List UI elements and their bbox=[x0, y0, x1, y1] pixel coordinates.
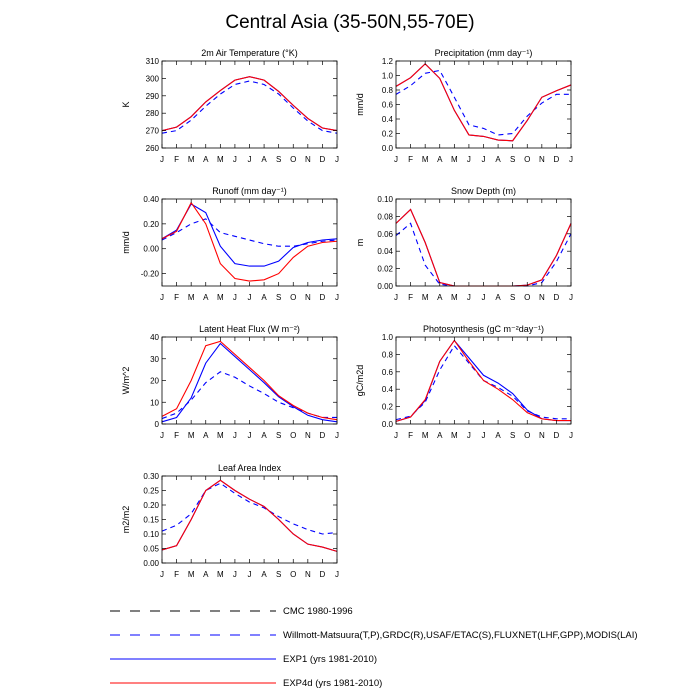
y-tick-label: 0 bbox=[154, 420, 159, 429]
chart-legend bbox=[110, 606, 638, 689]
x-tick-label: A bbox=[495, 431, 501, 440]
y-tick-label: 0.20 bbox=[143, 501, 159, 510]
y-axis-label: K bbox=[121, 101, 131, 108]
x-tick-label: M bbox=[187, 293, 195, 302]
x-tick-label: F bbox=[174, 431, 180, 440]
legend-entry-4 bbox=[110, 678, 382, 689]
y-tick-label: 0.0 bbox=[381, 144, 393, 153]
x-tick-label: S bbox=[275, 293, 282, 302]
x-tick-label: O bbox=[290, 431, 297, 440]
x-tick-label: J bbox=[247, 431, 252, 440]
x-tick-label: F bbox=[408, 431, 414, 440]
x-tick-label: J bbox=[232, 293, 237, 302]
chart-panel-1 bbox=[121, 48, 339, 164]
series-line-2 bbox=[162, 204, 337, 266]
y-tick-label: 20 bbox=[150, 376, 159, 386]
panel-title: Latent Heat Flux (W m⁻²) bbox=[199, 324, 300, 334]
x-tick-label: A bbox=[261, 155, 267, 164]
y-tick-label: 0.25 bbox=[143, 486, 159, 496]
y-tick-label: 0.00 bbox=[143, 244, 159, 254]
x-tick-label: N bbox=[304, 431, 311, 440]
x-tick-label: J bbox=[481, 431, 486, 440]
x-tick-label: J bbox=[335, 293, 339, 302]
x-tick-label: F bbox=[408, 155, 414, 164]
x-tick-label: M bbox=[421, 155, 429, 164]
x-tick-label: M bbox=[216, 155, 224, 164]
plot-frame bbox=[396, 61, 571, 148]
y-tick-label: 1.0 bbox=[381, 333, 393, 342]
x-tick-label: F bbox=[174, 293, 180, 302]
y-tick-label: 0.04 bbox=[377, 247, 393, 257]
x-tick-label: O bbox=[524, 431, 531, 440]
x-tick-label: N bbox=[304, 155, 311, 164]
y-tick-label: 0.4 bbox=[381, 385, 393, 395]
x-tick-label: D bbox=[553, 431, 560, 440]
y-tick-label: 280 bbox=[145, 109, 159, 119]
x-tick-label: J bbox=[335, 431, 339, 440]
y-tick-label: 0.2 bbox=[381, 129, 393, 139]
x-tick-label: J bbox=[335, 155, 339, 164]
x-tick-label: J bbox=[394, 431, 398, 440]
x-tick-label: A bbox=[203, 155, 209, 164]
y-tick-label: 0.02 bbox=[377, 264, 393, 274]
y-tick-label: 300 bbox=[145, 74, 159, 84]
x-tick-label: D bbox=[319, 293, 326, 302]
x-tick-label: J bbox=[394, 293, 398, 302]
x-tick-label: J bbox=[569, 431, 573, 440]
y-tick-label: 0.4 bbox=[381, 115, 393, 124]
y-tick-label: 290 bbox=[145, 91, 159, 101]
panel-title: Snow Depth (m) bbox=[450, 186, 517, 196]
x-tick-label: A bbox=[261, 431, 267, 440]
y-axis-label: gC/m2d bbox=[355, 364, 365, 397]
legend-entry-3 bbox=[110, 654, 377, 665]
series-line-3 bbox=[396, 64, 571, 141]
x-tick-label: F bbox=[174, 155, 180, 164]
y-tick-label: 0.6 bbox=[381, 367, 393, 377]
x-tick-label: M bbox=[450, 155, 458, 164]
x-tick-label: A bbox=[437, 293, 443, 302]
x-tick-label: A bbox=[437, 431, 443, 440]
x-tick-label: S bbox=[275, 155, 282, 164]
legend-label: Willmott-Matsuura(T,P),GRDC(R),USAF/ETAC(S),FLUXNET(LHF,GPP),MODIS(LAI) bbox=[283, 630, 638, 641]
series-line-3 bbox=[396, 340, 571, 421]
x-tick-label: M bbox=[216, 570, 224, 579]
x-tick-label: N bbox=[304, 293, 311, 302]
y-axis-label: mm/d bbox=[355, 93, 365, 116]
x-tick-label: J bbox=[160, 570, 164, 579]
y-tick-label: 0.15 bbox=[143, 515, 159, 525]
y-tick-label: 10 bbox=[150, 398, 159, 408]
y-tick-label: 0.40 bbox=[143, 195, 159, 204]
panel-title: Runoff (mm day⁻¹) bbox=[212, 186, 287, 196]
x-tick-label: M bbox=[450, 431, 458, 440]
y-tick-label: 0.0 bbox=[381, 420, 393, 429]
series-line-1 bbox=[162, 483, 337, 534]
y-tick-label: 0.20 bbox=[143, 219, 159, 229]
x-tick-label: A bbox=[495, 293, 501, 302]
y-tick-label: 260 bbox=[145, 144, 159, 153]
x-tick-label: M bbox=[187, 155, 195, 164]
chart-panel-7 bbox=[121, 463, 339, 579]
x-tick-label: M bbox=[421, 293, 429, 302]
x-tick-label: O bbox=[524, 293, 531, 302]
legend-entry-1 bbox=[110, 606, 353, 617]
y-tick-label: 0.30 bbox=[143, 472, 159, 481]
x-tick-label: N bbox=[538, 293, 545, 302]
x-tick-label: N bbox=[538, 155, 545, 164]
x-tick-label: N bbox=[304, 570, 311, 579]
y-axis-label: m bbox=[355, 238, 365, 247]
y-tick-label: 310 bbox=[145, 57, 159, 66]
legend-label: EXP4d (yrs 1981-2010) bbox=[283, 678, 383, 689]
x-tick-label: J bbox=[160, 293, 164, 302]
x-tick-label: A bbox=[437, 155, 443, 164]
plot-frame bbox=[396, 199, 571, 286]
series-line-1 bbox=[396, 346, 571, 420]
x-tick-label: M bbox=[216, 431, 224, 440]
panel-title: Precipitation (mm day⁻¹) bbox=[434, 48, 533, 58]
x-tick-label: J bbox=[569, 155, 573, 164]
chart-panel-5 bbox=[121, 324, 339, 440]
y-tick-label: 30 bbox=[150, 354, 159, 364]
series-line-3 bbox=[396, 209, 571, 286]
panel-title: 2m Air Temperature (°K) bbox=[201, 48, 298, 58]
y-tick-label: 0.10 bbox=[143, 530, 159, 539]
x-tick-label: N bbox=[538, 431, 545, 440]
y-tick-label: 40 bbox=[150, 333, 159, 342]
legend-entry-2 bbox=[110, 630, 638, 641]
panel-title: Photosynthesis (gC m⁻²day⁻¹) bbox=[422, 324, 545, 334]
y-tick-label: 270 bbox=[145, 126, 159, 136]
x-tick-label: D bbox=[553, 155, 560, 164]
series-line-1 bbox=[396, 223, 571, 286]
x-tick-label: O bbox=[290, 155, 297, 164]
x-tick-label: J bbox=[466, 293, 471, 302]
x-tick-label: O bbox=[290, 293, 297, 302]
x-tick-label: A bbox=[261, 570, 267, 579]
plot-frame bbox=[162, 61, 337, 148]
y-tick-label: 0.8 bbox=[381, 350, 393, 360]
x-tick-label: J bbox=[466, 155, 471, 164]
x-tick-label: M bbox=[187, 570, 195, 579]
x-tick-label: O bbox=[524, 155, 531, 164]
y-tick-label: 0.00 bbox=[377, 282, 393, 291]
plot-frame bbox=[162, 337, 337, 424]
series-line-2 bbox=[396, 64, 571, 141]
x-tick-label: J bbox=[481, 155, 486, 164]
chart-panel-3 bbox=[121, 186, 339, 302]
x-tick-label: F bbox=[174, 570, 180, 579]
x-tick-label: S bbox=[509, 431, 516, 440]
x-tick-label: F bbox=[408, 293, 414, 302]
x-tick-label: S bbox=[275, 431, 282, 440]
x-tick-label: J bbox=[232, 431, 237, 440]
chart-panels bbox=[121, 48, 573, 579]
x-tick-label: A bbox=[261, 293, 267, 302]
y-axis-label: mm/d bbox=[121, 231, 131, 254]
x-tick-label: J bbox=[569, 293, 573, 302]
y-tick-label: 0.2 bbox=[381, 402, 393, 412]
x-tick-label: J bbox=[232, 570, 237, 579]
chart-panel-6 bbox=[355, 324, 573, 440]
x-tick-label: D bbox=[319, 570, 326, 579]
chart-panel-2 bbox=[355, 48, 573, 164]
x-tick-label: A bbox=[203, 293, 209, 302]
x-tick-label: M bbox=[216, 293, 224, 302]
x-tick-label: A bbox=[203, 431, 209, 440]
y-tick-label: 1.0 bbox=[381, 71, 393, 81]
x-tick-label: D bbox=[319, 431, 326, 440]
y-tick-label: 0.06 bbox=[377, 229, 393, 239]
x-tick-label: S bbox=[275, 570, 282, 579]
x-tick-label: J bbox=[466, 431, 471, 440]
y-tick-label: 0.00 bbox=[143, 559, 159, 568]
y-tick-label: 1.2 bbox=[381, 57, 393, 66]
y-tick-label: 0.10 bbox=[377, 195, 393, 204]
x-tick-label: M bbox=[421, 431, 429, 440]
x-tick-label: M bbox=[450, 293, 458, 302]
series-line-1 bbox=[396, 70, 571, 135]
x-tick-label: A bbox=[495, 155, 501, 164]
legend-label: CMC 1980-1996 bbox=[283, 606, 353, 617]
y-tick-label: 0.8 bbox=[381, 86, 393, 95]
x-tick-label: D bbox=[553, 293, 560, 302]
x-tick-label: M bbox=[187, 431, 195, 440]
x-tick-label: J bbox=[232, 155, 237, 164]
legend-label: EXP1 (yrs 1981-2010) bbox=[283, 654, 377, 665]
series-line-3 bbox=[162, 341, 337, 419]
figure-title: Central Asia (35-50N,55-70E) bbox=[225, 12, 475, 33]
y-axis-label: W/m^2 bbox=[121, 366, 131, 395]
panel-title: Leaf Area Index bbox=[217, 463, 282, 473]
x-tick-label: S bbox=[509, 155, 516, 164]
y-tick-label: 0.08 bbox=[377, 212, 393, 222]
y-tick-label: 0.05 bbox=[143, 544, 159, 554]
y-tick-label: 0.6 bbox=[381, 100, 393, 110]
x-tick-label: J bbox=[481, 293, 486, 302]
series-line-1 bbox=[162, 81, 337, 133]
series-line-1 bbox=[162, 372, 337, 419]
x-tick-label: J bbox=[247, 155, 252, 164]
x-tick-label: O bbox=[290, 570, 297, 579]
x-tick-label: J bbox=[335, 570, 339, 579]
y-tick-label: -0.20 bbox=[140, 269, 159, 279]
x-tick-label: A bbox=[203, 570, 209, 579]
x-tick-label: S bbox=[509, 293, 516, 302]
x-tick-label: J bbox=[394, 155, 398, 164]
x-tick-label: J bbox=[247, 293, 252, 302]
y-axis-label: m2/m2 bbox=[121, 505, 131, 534]
x-tick-label: J bbox=[247, 570, 252, 579]
chart-panel-4 bbox=[355, 186, 573, 302]
x-tick-label: J bbox=[160, 155, 164, 164]
x-tick-label: J bbox=[160, 431, 164, 440]
plot-frame bbox=[162, 476, 337, 563]
x-tick-label: D bbox=[319, 155, 326, 164]
series-line-2 bbox=[162, 344, 337, 422]
